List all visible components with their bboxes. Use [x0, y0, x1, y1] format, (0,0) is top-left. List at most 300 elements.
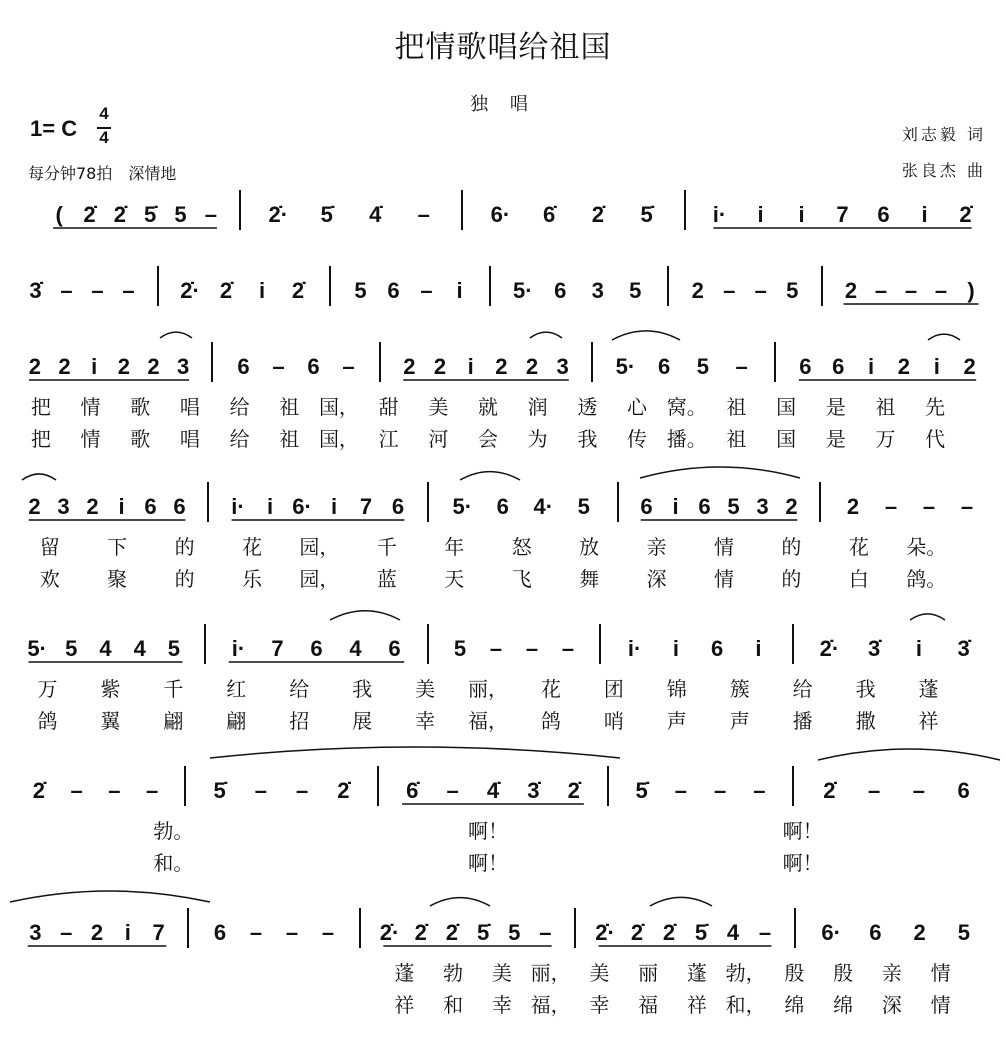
lyric-syllable: 歌 [130, 397, 151, 419]
note: 3 [756, 494, 769, 519]
lyric-syllable: 就 [478, 397, 498, 419]
lyric-syllable: 簇 [729, 679, 750, 701]
lyric-syllable: 祥 [686, 995, 707, 1017]
note: 6· [292, 494, 312, 519]
note: 2̇· [819, 636, 840, 661]
lyric-syllable: 锦 [666, 679, 687, 701]
note: – [960, 494, 974, 519]
lyric-syllable: 是 [825, 429, 846, 451]
lyric-syllable: 国， [318, 429, 359, 451]
note: 5 [629, 278, 642, 303]
lyric-syllable: 鸽 [540, 711, 561, 733]
lyric-syllable: 白 [848, 569, 869, 591]
lyric-syllable: 勃， [725, 963, 766, 985]
lyric-syllable: 团 [603, 679, 624, 701]
note: – [489, 636, 503, 661]
lyric-syllable: 播。 [666, 429, 707, 451]
note: – [754, 278, 767, 303]
note: 2 [691, 278, 704, 303]
lyric-syllable: 花 [540, 679, 561, 701]
lyric-syllable: 啊！ [468, 821, 508, 843]
note: 6 [554, 278, 567, 303]
note: 3̇ [29, 278, 42, 303]
lyric-syllable: 播 [792, 711, 813, 733]
lyric-syllable: 和， [725, 995, 766, 1017]
note: 6̇ [406, 778, 419, 803]
note: 5 [786, 278, 799, 303]
lyric-syllable: 把 [30, 397, 51, 419]
note: 4 [349, 636, 362, 661]
note: 2 [495, 354, 508, 379]
lyric-syllable: 甜 [378, 397, 399, 419]
note: 6 [799, 354, 812, 379]
note: 5̇ [476, 920, 490, 945]
lyric-syllable: 国 [776, 429, 797, 451]
slur-arc [530, 332, 562, 338]
lyric-syllable: 深 [646, 569, 667, 591]
lyric-syllable: 花 [242, 537, 262, 559]
note: 2̇ [219, 278, 233, 303]
note: 5 [957, 920, 970, 945]
note: – [922, 494, 936, 519]
lyric-syllable: 鸽。 [906, 569, 947, 591]
note: 5· [27, 636, 47, 661]
note: 5 [65, 636, 78, 661]
lyric-syllable: 唱 [179, 429, 200, 451]
lyric-syllable: 万 [875, 429, 896, 451]
note: 5̇ [213, 778, 226, 803]
note: i [124, 920, 131, 945]
slur-arc [430, 898, 490, 906]
lyric-syllable: 祖 [279, 429, 300, 451]
note: 2 [28, 494, 41, 519]
lyric-syllable: 乐 [242, 569, 262, 591]
note: 5· [452, 494, 473, 519]
note: – [934, 278, 948, 303]
lyric-syllable: 花 [848, 537, 869, 559]
note: – [60, 278, 73, 303]
note: 3 [177, 354, 190, 379]
lyric-syllable: 的 [781, 537, 802, 559]
slur-arc [160, 332, 192, 338]
lyric-syllable: 园， [299, 569, 340, 591]
note: 4 [726, 920, 740, 945]
note: ) [967, 278, 975, 303]
lyric-syllable: 勃 [443, 963, 464, 985]
note: 6 [698, 494, 711, 519]
lyric-syllable: 把 [30, 429, 51, 451]
lyric-syllable: 亲 [881, 963, 902, 985]
lyric-syllable: 给 [289, 679, 310, 701]
note: – [674, 778, 687, 803]
note: – [420, 278, 433, 303]
note: 6 [658, 354, 671, 379]
lyric-syllable: 透 [577, 397, 598, 419]
note: i [757, 202, 764, 227]
note: i [915, 636, 922, 661]
slur-arc [910, 614, 945, 620]
note: 6 [391, 494, 405, 519]
lyric-syllable: 翩 [163, 711, 184, 733]
lyric-syllable: 我 [577, 429, 598, 451]
note: – [874, 278, 888, 303]
note: 6 [213, 920, 227, 945]
note: 5̇ [640, 202, 653, 227]
lyric-syllable: 福， [468, 711, 508, 733]
note: – [204, 202, 217, 227]
lyric-syllable: 情 [80, 429, 101, 451]
lyric-syllable: 飞 [511, 569, 532, 591]
lyric-syllable: 舞 [579, 569, 600, 591]
note: – [272, 354, 285, 379]
note: 6 [173, 494, 186, 519]
lyric-syllable: 声 [666, 711, 687, 733]
lyric-syllable: 丽， [530, 963, 571, 985]
lyric-syllable: 传 [627, 429, 648, 451]
lyric-syllable: 祖 [726, 397, 747, 419]
lyric-syllable: 为 [527, 429, 548, 451]
note: 5 [167, 636, 181, 661]
lyric-syllable: 给 [229, 397, 250, 419]
lyric-syllable: 蓬 [918, 679, 939, 701]
note: i [91, 354, 98, 379]
note: 2̇ [32, 778, 45, 803]
note: 5 [577, 494, 590, 519]
slur-arc [640, 467, 800, 478]
note: 2 [913, 920, 926, 945]
note: – [912, 778, 925, 803]
note: 2 [403, 354, 416, 379]
note: – [714, 778, 727, 803]
note: 2̇ [337, 778, 350, 803]
lyric-syllable: 祖 [875, 397, 896, 419]
note: 4̇ [369, 202, 382, 227]
note: 6 [832, 354, 845, 379]
note: 7 [836, 202, 849, 227]
lyric-syllable: 的 [174, 569, 195, 591]
lyric-syllable: 祖 [726, 429, 747, 451]
note: 4 [133, 636, 146, 661]
note: – [723, 278, 736, 303]
note: – [539, 920, 552, 945]
lyric-syllable: 我 [855, 679, 876, 701]
note: 6 [496, 494, 509, 519]
note: 2 [525, 354, 539, 379]
note: – [342, 354, 355, 379]
lyric-syllable: 情 [80, 397, 101, 419]
lyric-syllable: 情 [930, 963, 951, 985]
lyric-syllable: 翩 [226, 711, 247, 733]
lyric-syllable: 殷 [784, 963, 805, 985]
note: 6 [957, 778, 970, 803]
note: – [285, 920, 299, 945]
lyric-syllable: 丽 [638, 963, 659, 985]
note: 2 [58, 354, 71, 379]
note: – [525, 636, 539, 661]
note: 5· [615, 354, 636, 379]
note: 5̇ [144, 202, 157, 227]
note: 6 [711, 636, 724, 661]
lyric-syllable: 鸽 [37, 711, 58, 733]
lyric-syllable: 红 [226, 679, 247, 701]
note: 2̇ [291, 278, 305, 303]
lyric-syllable: 招 [289, 711, 310, 733]
note: 2̇ [662, 920, 676, 945]
lyric-syllable: 千 [376, 537, 397, 559]
lyric-syllable: 和 [443, 995, 464, 1017]
note: i [921, 202, 928, 227]
lyric-syllable: 我 [352, 679, 373, 701]
slur-arc [330, 611, 400, 620]
note: i [258, 278, 266, 303]
note: 2̇ [567, 778, 580, 803]
slur-arc [650, 897, 712, 906]
note: 2̇ [445, 920, 459, 945]
note: – [122, 278, 135, 303]
note: i [456, 278, 463, 303]
lyric-syllable: 万 [37, 679, 58, 701]
note: 6 [388, 636, 401, 661]
lyric-syllable: 放 [579, 537, 600, 559]
lyric-syllable: 给 [229, 429, 250, 451]
note: 2̇ [113, 202, 126, 227]
lyric-syllable: 蓬 [686, 963, 707, 985]
lyric-syllable: 美 [589, 963, 610, 985]
lyric-syllable: 福， [530, 995, 571, 1017]
lyric-syllable: 撒 [855, 711, 876, 733]
note: 5 [508, 920, 521, 945]
lyric-syllable: 哨 [603, 711, 624, 733]
lyric-syllable: 唱 [179, 397, 200, 419]
lyric-syllable: 先 [925, 397, 946, 419]
note: 6 [869, 920, 882, 945]
note: 2 [844, 278, 858, 303]
lyric-syllable: 的 [781, 569, 802, 591]
lyric-syllable: 欢 [39, 569, 60, 591]
note: ( [55, 202, 63, 227]
note: i· [231, 494, 245, 519]
lyric-syllable: 会 [478, 429, 498, 451]
lyric-syllable: 勃。 [153, 821, 194, 843]
lyric-syllable: 心 [627, 397, 648, 419]
lyric-syllable: 紫 [100, 679, 121, 701]
lyric-syllable: 幸 [491, 995, 512, 1017]
note: i [330, 494, 338, 519]
note: – [753, 778, 766, 803]
note: – [758, 920, 772, 945]
note: 2 [433, 354, 447, 379]
note: 6 [310, 636, 323, 661]
note: 6 [640, 494, 653, 519]
note: i [118, 494, 125, 519]
note: 5̇ [694, 920, 708, 945]
lyric-syllable: 国 [776, 397, 797, 419]
note: – [91, 278, 104, 303]
note: 3̇ [868, 636, 881, 661]
lyric-syllable: 蓬 [394, 963, 415, 985]
lyric-syllable: 丽， [468, 679, 508, 701]
lyric-syllable: 幸 [589, 995, 610, 1017]
note: 4· [533, 494, 554, 519]
note: 2 [90, 920, 104, 945]
note: i [868, 354, 875, 379]
lyric-syllable: 啊！ [782, 853, 823, 875]
lyric-syllable: 年 [444, 537, 465, 559]
lyric-syllable: 和。 [153, 853, 194, 875]
note: 5 [453, 636, 467, 661]
note: – [868, 778, 881, 803]
note: 2̇ [83, 202, 96, 227]
note: 3 [591, 278, 604, 303]
note: 2̇ [823, 778, 836, 803]
note: 5 [354, 278, 367, 303]
slur-arc [612, 331, 680, 340]
time-signature-top: 4 [99, 104, 109, 123]
lyric-syllable: 祥 [394, 995, 415, 1017]
note: – [884, 494, 898, 519]
slur-arc [210, 747, 620, 758]
lyric-syllable: 聚 [107, 569, 128, 591]
lyric-syllable: 绵 [784, 995, 805, 1017]
note: 2 [963, 354, 976, 379]
lyric-syllable: 是 [825, 397, 846, 419]
note: 2 [147, 354, 160, 379]
lyric-syllable: 蓝 [376, 569, 397, 591]
note: i [672, 636, 679, 661]
note: 3 [29, 920, 42, 945]
lyricist-credit: 刘志毅 词 [901, 125, 986, 144]
note: 5̇ [635, 778, 648, 803]
song-subtitle: 独 唱 [470, 94, 536, 115]
note: 2̇ [630, 920, 644, 945]
note: – [146, 778, 159, 803]
note: 5 [727, 494, 740, 519]
note: 2̇ [591, 202, 604, 227]
lyric-syllable: 留 [39, 537, 60, 559]
note: 3̇ [527, 778, 540, 803]
note: 6 [144, 494, 157, 519]
note: i [266, 494, 274, 519]
lyric-syllable: 朵。 [906, 537, 947, 559]
note: – [561, 636, 575, 661]
note: 2 [785, 494, 798, 519]
lyric-syllable: 幸 [415, 711, 436, 733]
note: 7 [359, 494, 373, 519]
lyric-syllable: 情 [930, 995, 951, 1017]
note: i· [627, 636, 642, 661]
note: 6 [877, 202, 890, 227]
lyric-syllable: 的 [174, 537, 195, 559]
composer-credit: 张良杰 曲 [901, 161, 986, 180]
lyric-syllable: 绵 [833, 995, 854, 1017]
lyric-syllable: 美 [491, 963, 512, 985]
note: 5 [174, 202, 187, 227]
slur-arc [818, 749, 1000, 760]
note: 7 [152, 920, 165, 945]
note: 2̇· [268, 202, 289, 227]
note: 6 [237, 354, 250, 379]
note: 6· [490, 202, 511, 227]
lyric-syllable: 千 [163, 679, 184, 701]
note: 3̇ [957, 636, 970, 661]
note: i· [712, 202, 727, 227]
lyric-syllable: 深 [881, 995, 902, 1017]
lyric-syllable: 窝。 [666, 397, 707, 419]
lyric-syllable: 声 [729, 711, 750, 733]
tempo-marking: 每分钟78拍 深情地 [28, 164, 177, 183]
note: 5· [512, 278, 533, 303]
lyric-syllable: 情 [714, 569, 734, 591]
lyric-syllable: 给 [792, 679, 813, 701]
note: 2 [117, 354, 130, 379]
note: 2̇· [595, 920, 615, 945]
lyric-syllable: 园， [299, 537, 340, 559]
note: i· [231, 636, 246, 661]
lyric-syllable: 天 [444, 569, 465, 591]
lyric-syllable: 下 [107, 537, 128, 559]
lyric-syllable: 歌 [130, 429, 151, 451]
note: i [672, 494, 679, 519]
note: i [467, 354, 474, 379]
slur-arc [460, 472, 520, 480]
note: – [321, 920, 335, 945]
lyric-syllable: 美 [415, 679, 436, 701]
lyric-syllable: 美 [428, 397, 449, 419]
note: 4 [99, 636, 112, 661]
note: 4̇ [486, 778, 500, 803]
lyric-syllable: 殷 [833, 963, 854, 985]
time-signature-bottom: 4 [99, 128, 109, 147]
note: 6̇ [543, 202, 556, 227]
note: 3 [556, 354, 569, 379]
note: – [296, 778, 309, 803]
key-signature: 1= C [30, 116, 78, 141]
lyric-syllable: 啊！ [468, 853, 508, 875]
lyric-syllable: 亲 [646, 537, 667, 559]
lyric-syllable: 情 [714, 537, 734, 559]
note: – [60, 920, 73, 945]
lyric-syllable: 江 [378, 429, 399, 451]
note: – [108, 778, 121, 803]
note: – [735, 354, 748, 379]
note: i [798, 202, 805, 227]
note: – [446, 778, 459, 803]
note: 6 [387, 278, 400, 303]
note: – [249, 920, 263, 945]
note: 2 [846, 494, 860, 519]
note: 2 [897, 354, 911, 379]
lyric-syllable: 河 [428, 429, 449, 451]
lyric-syllable: 润 [527, 397, 548, 419]
slur-arc [22, 474, 56, 480]
lyric-syllable: 祖 [279, 397, 300, 419]
lyric-syllable: 翼 [100, 711, 121, 733]
note: – [254, 778, 267, 803]
note: 2̇· [180, 278, 200, 303]
note: 5̇ [320, 202, 333, 227]
lyric-syllable: 怒 [511, 537, 532, 559]
slur-arc [928, 334, 960, 340]
lyric-syllable: 福 [638, 995, 659, 1017]
note: i [755, 636, 762, 661]
note: 6· [821, 920, 841, 945]
note: 2̇· [379, 920, 400, 945]
note: 2 [28, 354, 41, 379]
note: i [933, 354, 940, 379]
note: 5 [696, 354, 709, 379]
note: 2 [86, 494, 99, 519]
song-title: 把情歌唱给祖国 [394, 30, 612, 65]
